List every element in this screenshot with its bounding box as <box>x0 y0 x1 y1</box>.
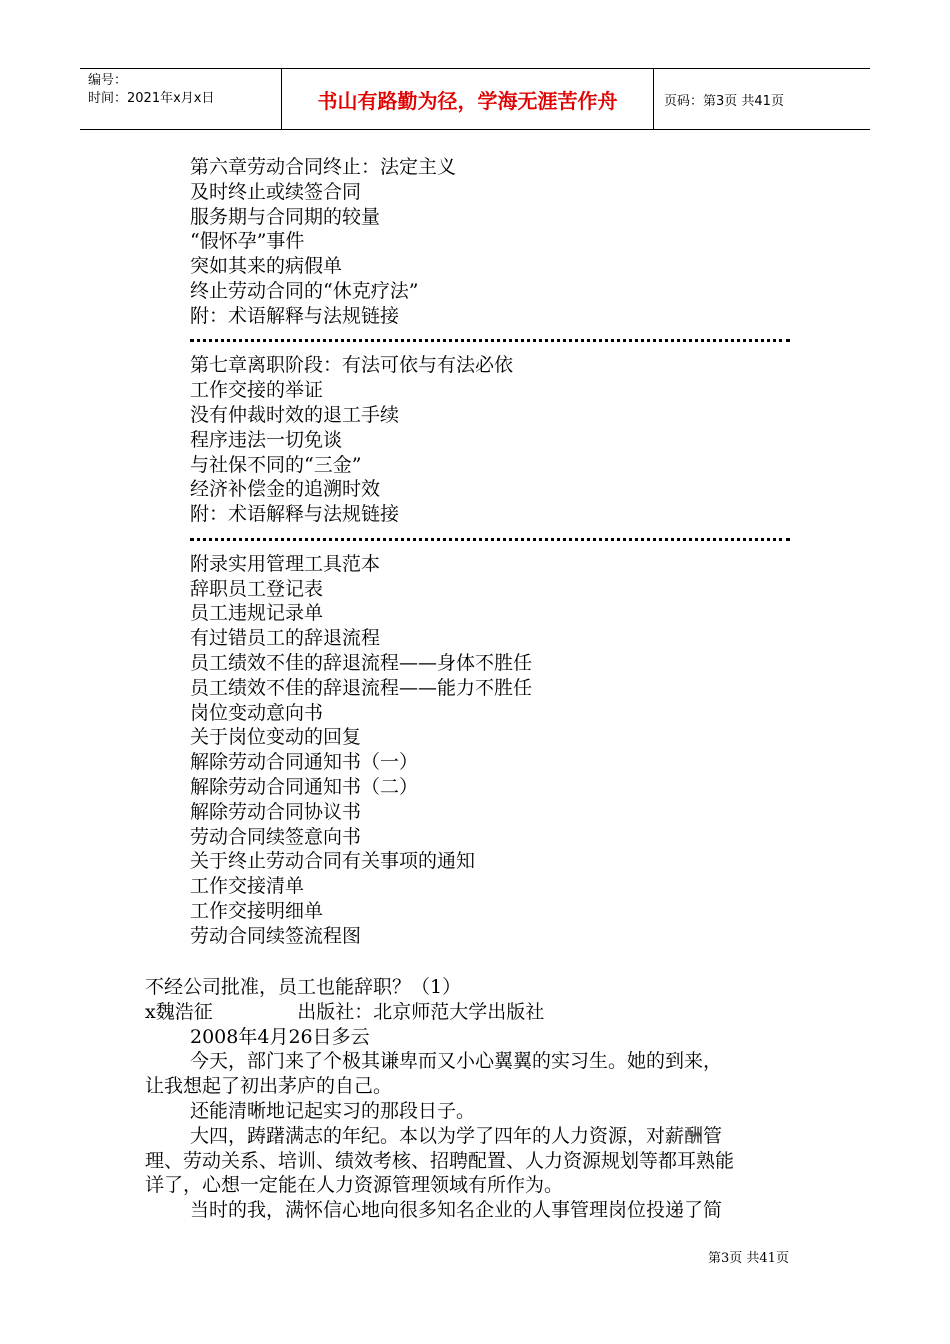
dotted-separator <box>190 329 800 354</box>
toc-item: 岗位变动意向书 <box>190 701 324 724</box>
paragraph-line: 理、劳动关系、培训、绩效考核、招聘配置、人力资源规划等都耳熟能 <box>145 1149 735 1172</box>
paragraph-line: 让我想起了初出茅庐的自己。 <box>145 1075 393 1098</box>
toc-item: 附录实用管理工具范本 <box>190 552 381 575</box>
toc-item: 及时终止或续签合同 <box>190 180 362 203</box>
toc-item: 解除劳动合同协议书 <box>190 800 362 823</box>
header-motto: 书山有路勤为径，学海无涯苦作舟 <box>282 69 654 129</box>
toc-item: 员工绩效不佳的辞退流程——身体不胜任 <box>190 651 533 674</box>
paragraph-line: 详了，心想一定能在人力资源管理领域有所作为。 <box>145 1174 564 1197</box>
page-footer: 第3页 共41页 <box>708 1251 789 1266</box>
toc-item: 关于岗位变动的回复 <box>190 726 362 749</box>
dotted-separator <box>190 527 800 552</box>
toc-item: 经济补偿金的追溯时效 <box>190 478 381 501</box>
toc-item: 工作交接清单 <box>190 875 305 898</box>
header-page-info: 页码：第3页 共41页 <box>664 93 784 109</box>
paragraph-line: 当时的我，满怀信心地向很多知名企业的人事管理岗位投递了简 <box>190 1199 723 1222</box>
article-title: 不经公司批准，员工也能辞职？（1） <box>145 976 462 998</box>
article-paragraphs <box>145 1049 805 1223</box>
toc-item: 附：术语解释与法规链接 <box>190 503 400 526</box>
table-of-contents <box>190 155 800 949</box>
toc-item: 没有仲裁时效的退工手续 <box>190 403 400 426</box>
toc-item: 解除劳动合同通知书（一） <box>190 751 419 774</box>
toc-item: 突如其来的病假单 <box>190 255 343 278</box>
toc-item: 第六章劳动合同终止：法定主义 <box>190 156 457 178</box>
diary-date: 2008年4月26日多云 <box>190 1025 370 1048</box>
toc-item: “假怀孕”事件 <box>190 230 305 253</box>
toc-item: 与社保不同的“三金” <box>190 453 362 476</box>
toc-item: 关于终止劳动合同有关事项的通知 <box>190 850 476 873</box>
toc-chapter-7 <box>190 353 800 527</box>
toc-chapter-6 <box>190 155 800 329</box>
document-time-label: 时间：2021年x月x日 <box>88 91 215 106</box>
toc-item: 工作交接的举证 <box>190 379 324 402</box>
toc-item: 服务期与合同期的较量 <box>190 205 381 228</box>
paragraph-line: 还能清晰地记起实习的那段日子。 <box>190 1099 476 1122</box>
toc-item: 员工绩效不佳的辞退流程——能力不胜任 <box>190 676 533 699</box>
toc-item: 有过错员工的辞退流程 <box>190 627 381 650</box>
toc-item: 解除劳动合同通知书（二） <box>190 775 419 798</box>
toc-item: 员工违规记录单 <box>190 602 324 625</box>
author-publisher-line: x魏浩征 出版社：北京师范大学出版社 <box>145 1000 545 1023</box>
paragraph-line: 大四，踌躇满志的年纪。本以为学了四年的人力资源，对薪酬管 <box>190 1124 723 1147</box>
toc-item: 终止劳动合同的“休克疗法” <box>190 279 419 302</box>
header-meta <box>80 69 282 129</box>
toc-item: 第七章离职阶段：有法可依与有法必依 <box>190 354 514 377</box>
toc-item: 附：术语解释与法规链接 <box>190 304 400 327</box>
toc-appendix <box>190 552 800 949</box>
toc-item: 工作交接明细单 <box>190 899 324 922</box>
document-number-label: 编号： <box>88 73 128 88</box>
page-header <box>80 68 870 130</box>
toc-item: 程序违法一切免谈 <box>190 428 343 451</box>
toc-item: 辞职员工登记表 <box>190 577 324 600</box>
paragraph-line: 今天，部门来了个极其谦卑而又小心翼翼的实习生。她的到来， <box>190 1050 723 1073</box>
toc-item: 劳动合同续签流程图 <box>190 924 362 947</box>
toc-item: 劳动合同续签意向书 <box>190 825 362 848</box>
article-body <box>145 975 805 1223</box>
